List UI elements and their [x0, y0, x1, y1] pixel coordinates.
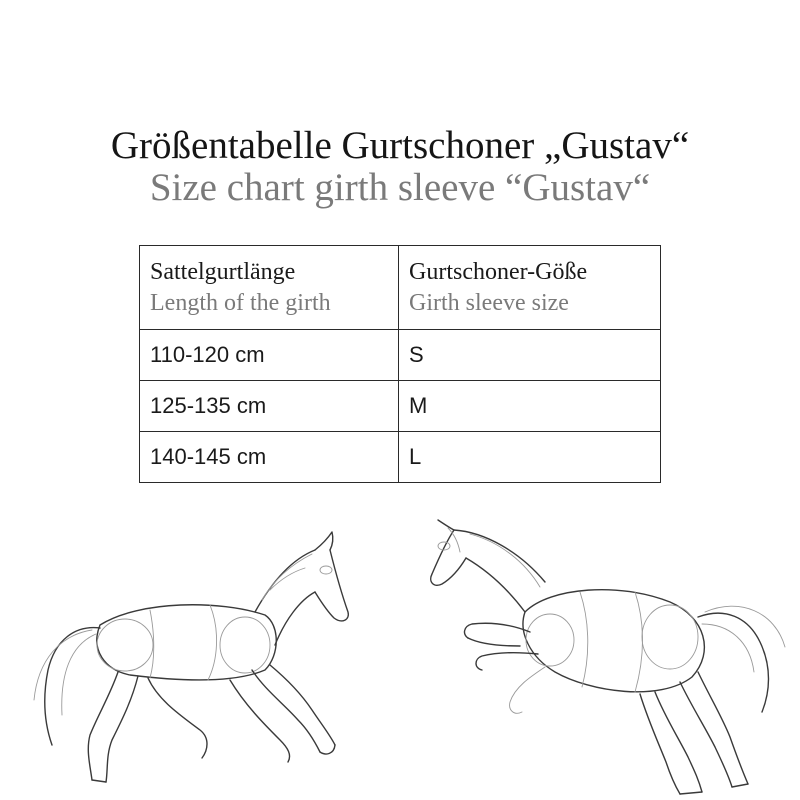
girth-length-cell: 125-135 cm	[140, 381, 399, 432]
galloping-horse-sketch	[30, 530, 360, 790]
sleeve-size-cell: S	[399, 330, 661, 381]
size-table	[139, 245, 661, 483]
title-german: Größentabelle Gurtschoner „Gustav“	[110, 124, 690, 167]
table-row	[140, 330, 661, 381]
girth-length-cell: 110-120 cm	[140, 330, 399, 381]
girth-length-cell: 140-145 cm	[140, 432, 399, 483]
header-sleeve-size	[399, 246, 661, 330]
header-girth-length-en: Length of the girth	[150, 289, 331, 316]
header-sleeve-size-en: Girth sleeve size	[409, 289, 569, 316]
table-row	[140, 381, 661, 432]
title-english: Size chart girth sleeve “Gustav“	[149, 166, 651, 209]
table-header-row	[140, 246, 661, 330]
jumping-horse-sketch	[430, 512, 790, 797]
table-row	[140, 432, 661, 483]
sleeve-size-cell: M	[399, 381, 661, 432]
header-sleeve-size-de: Gurtschoner-Göße	[409, 258, 588, 285]
sleeve-size-cell: L	[399, 432, 661, 483]
header-girth-length-de: Sattelgurtlänge	[150, 258, 296, 285]
header-girth-length	[140, 246, 399, 330]
